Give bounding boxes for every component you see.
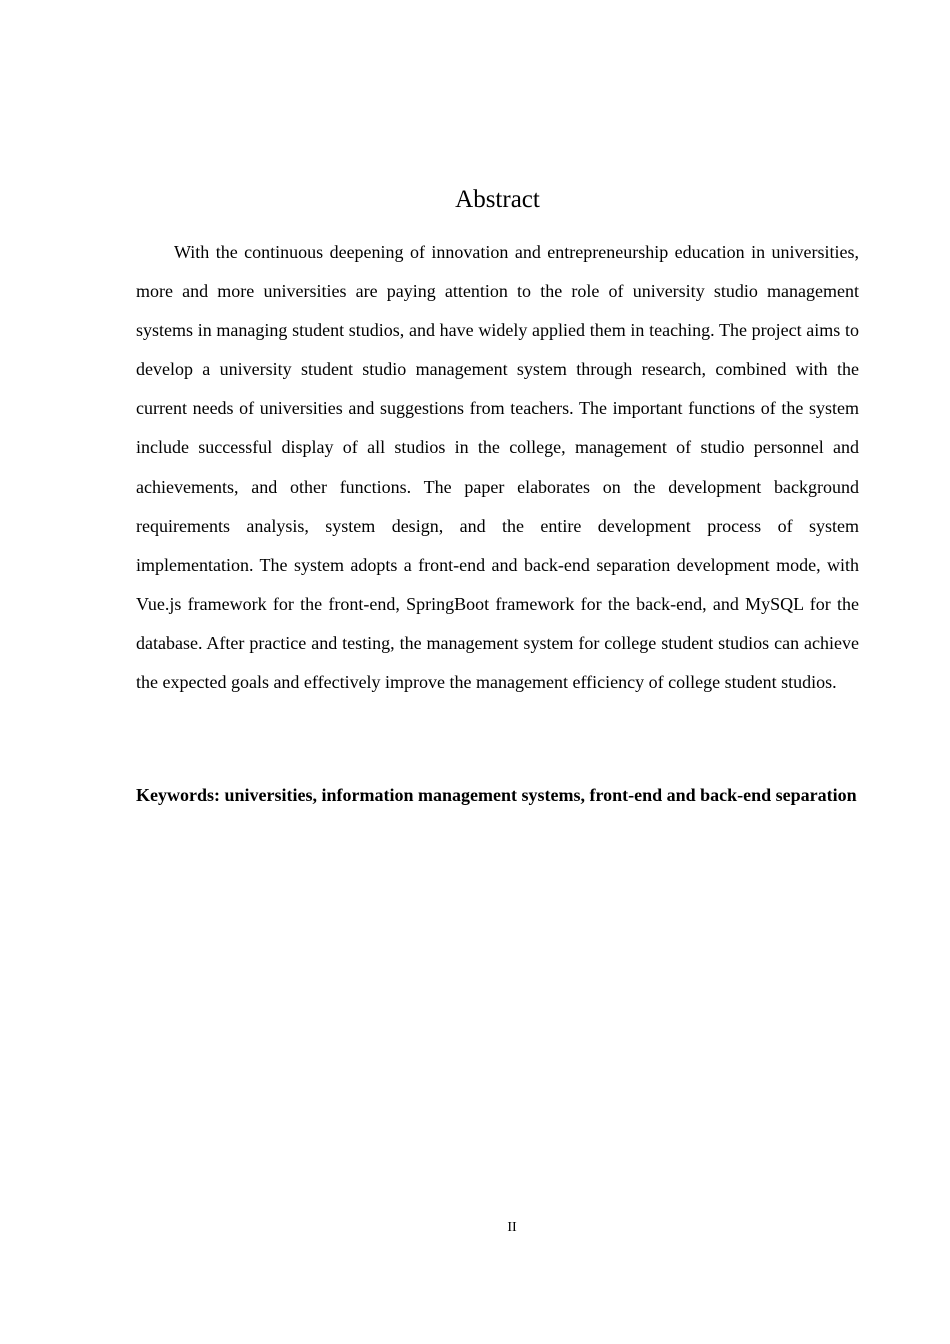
abstract-body: With the continuous deepening of innovation and entrepreneurship education in universities, more and more universities are paying attention to the role of university studio management systems in managing student studios, and have widely applied them in teaching. The project aims to develop a university student studio management system through research, combined with the current needs of universities and suggestions from teachers. The important functions of the system include successful display of all studios in the college, management of studio personnel and achievements, and other functions. The paper elaborates on the development background requirements analysis, system design, and the entire development process of system implementation. The system adopts a front-end and back-end separation development mode, with Vue.js framework for the front-end, SpringBoot framework for the back-end, and MySQL for the database. After practice and testing, the management system for college student studios can achieve the expected goals and effectively improve the management efficiency of college student studios. — [136, 242, 859, 693]
keywords: Keywords: universities, information management systems, front-end and back-end separation — [136, 785, 857, 805]
page-number: II — [507, 1220, 517, 1235]
abstract-title: Abstract — [455, 186, 540, 213]
